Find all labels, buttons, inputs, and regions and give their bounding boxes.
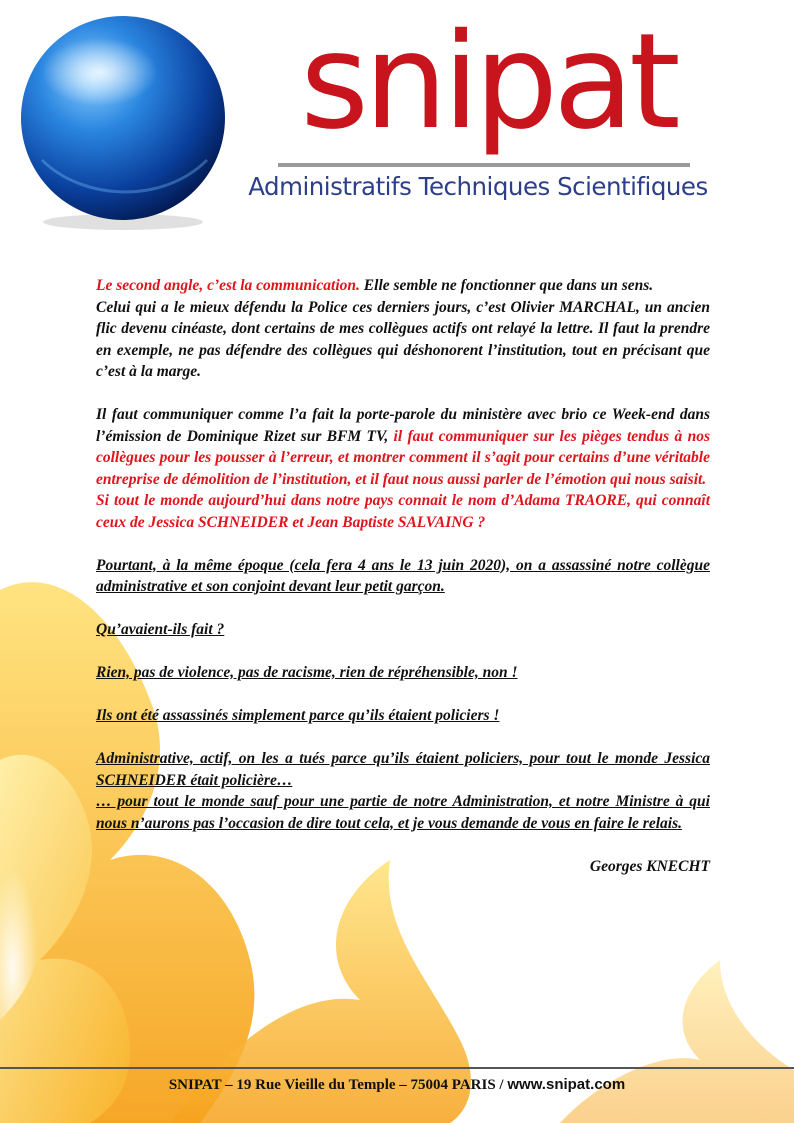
footer-website-link[interactable]: www.snipat.com (507, 1076, 626, 1093)
paragraph-3-red: il faut communiquer sur les pièges tendus à nos collègues pour les pousser à l’erreur, et montrer comment il s’agit pour certains d’une véritable entreprise de démolition de l’institution, et il faut nous aussi parler de l’émotion qui nous saisit. (96, 427, 710, 488)
paragraph-3-black: Il faut communiquer comme l’a fait la porte-parole du ministère avec brio ce Week-end dans l’émission de Dominique Rizet sur BFM TV, (96, 406, 710, 445)
paragraph-3 (96, 404, 710, 490)
footer (0, 1076, 794, 1094)
paragraph-2: Celui qui a le mieux défendu la Police ces derniers jours, c’est Olivier MARCHAL, un ancien flic devenu cinéaste, dont certains de mes collègues actifs ont relayé la lettre. Il faut la prendre en exemple, ne pas défendre des collègues qui déshonorent l’institution, tout en précisant que c’est à la marge. (96, 298, 710, 380)
paragraph-7: Rien, pas de violence, pas de racisme, rien de répréhensible, non ! (96, 664, 518, 681)
paragraph-9: Administrative, actif, on les a tués parce qu’ils étaient policiers, pour tout le monde Jessica SCHNEIDER était policière… (96, 750, 710, 789)
signature: Georges KNECHT (589, 857, 710, 875)
letterhead (0, 0, 794, 235)
paragraph-8: Ils ont été assassinés simplement parce qu’ils étaient policiers ! (96, 707, 500, 724)
paragraph-1-rest: Elle semble ne fonctionner que dans un sens. (359, 277, 654, 294)
footer-address: SNIPAT – 19 Rue Vieille du Temple – 75004 PARIS / (168, 1077, 508, 1093)
brand-tagline: Administratifs Techniques Scientifiques (248, 172, 708, 201)
paragraph-6: Qu’avaient-ils fait ? (96, 621, 225, 638)
paragraph-1 (96, 275, 710, 297)
brand-divider (278, 163, 690, 167)
paragraph-4: Si tout le monde aujourd’hui dans notre pays connait le nom d’Adama TRAORE, qui connaît ceux de Jessica SCHNEIDER et Jean Baptiste SALVAING ? (96, 492, 710, 531)
blue-sphere-logo-icon (12, 10, 234, 232)
article-body (96, 275, 710, 877)
paragraph-10: … pour tout le monde sauf pour une partie de notre Administration, et notre Ministre à qui nous n’aurons pas l’occasion de dire tout cela, et je vous demande de vous en faire le relais. (96, 793, 710, 832)
footer-divider (0, 1067, 794, 1069)
paragraph-5: Pourtant, à la même époque (cela fera 4 ans le 13 juin 2020), on a assassiné notre collègue administrative et son conjoint devant leur petit garçon. (96, 556, 710, 595)
brand-name: snipat (300, 5, 676, 159)
paragraph-1-red: Le second angle, c’est la communication. (96, 277, 360, 294)
